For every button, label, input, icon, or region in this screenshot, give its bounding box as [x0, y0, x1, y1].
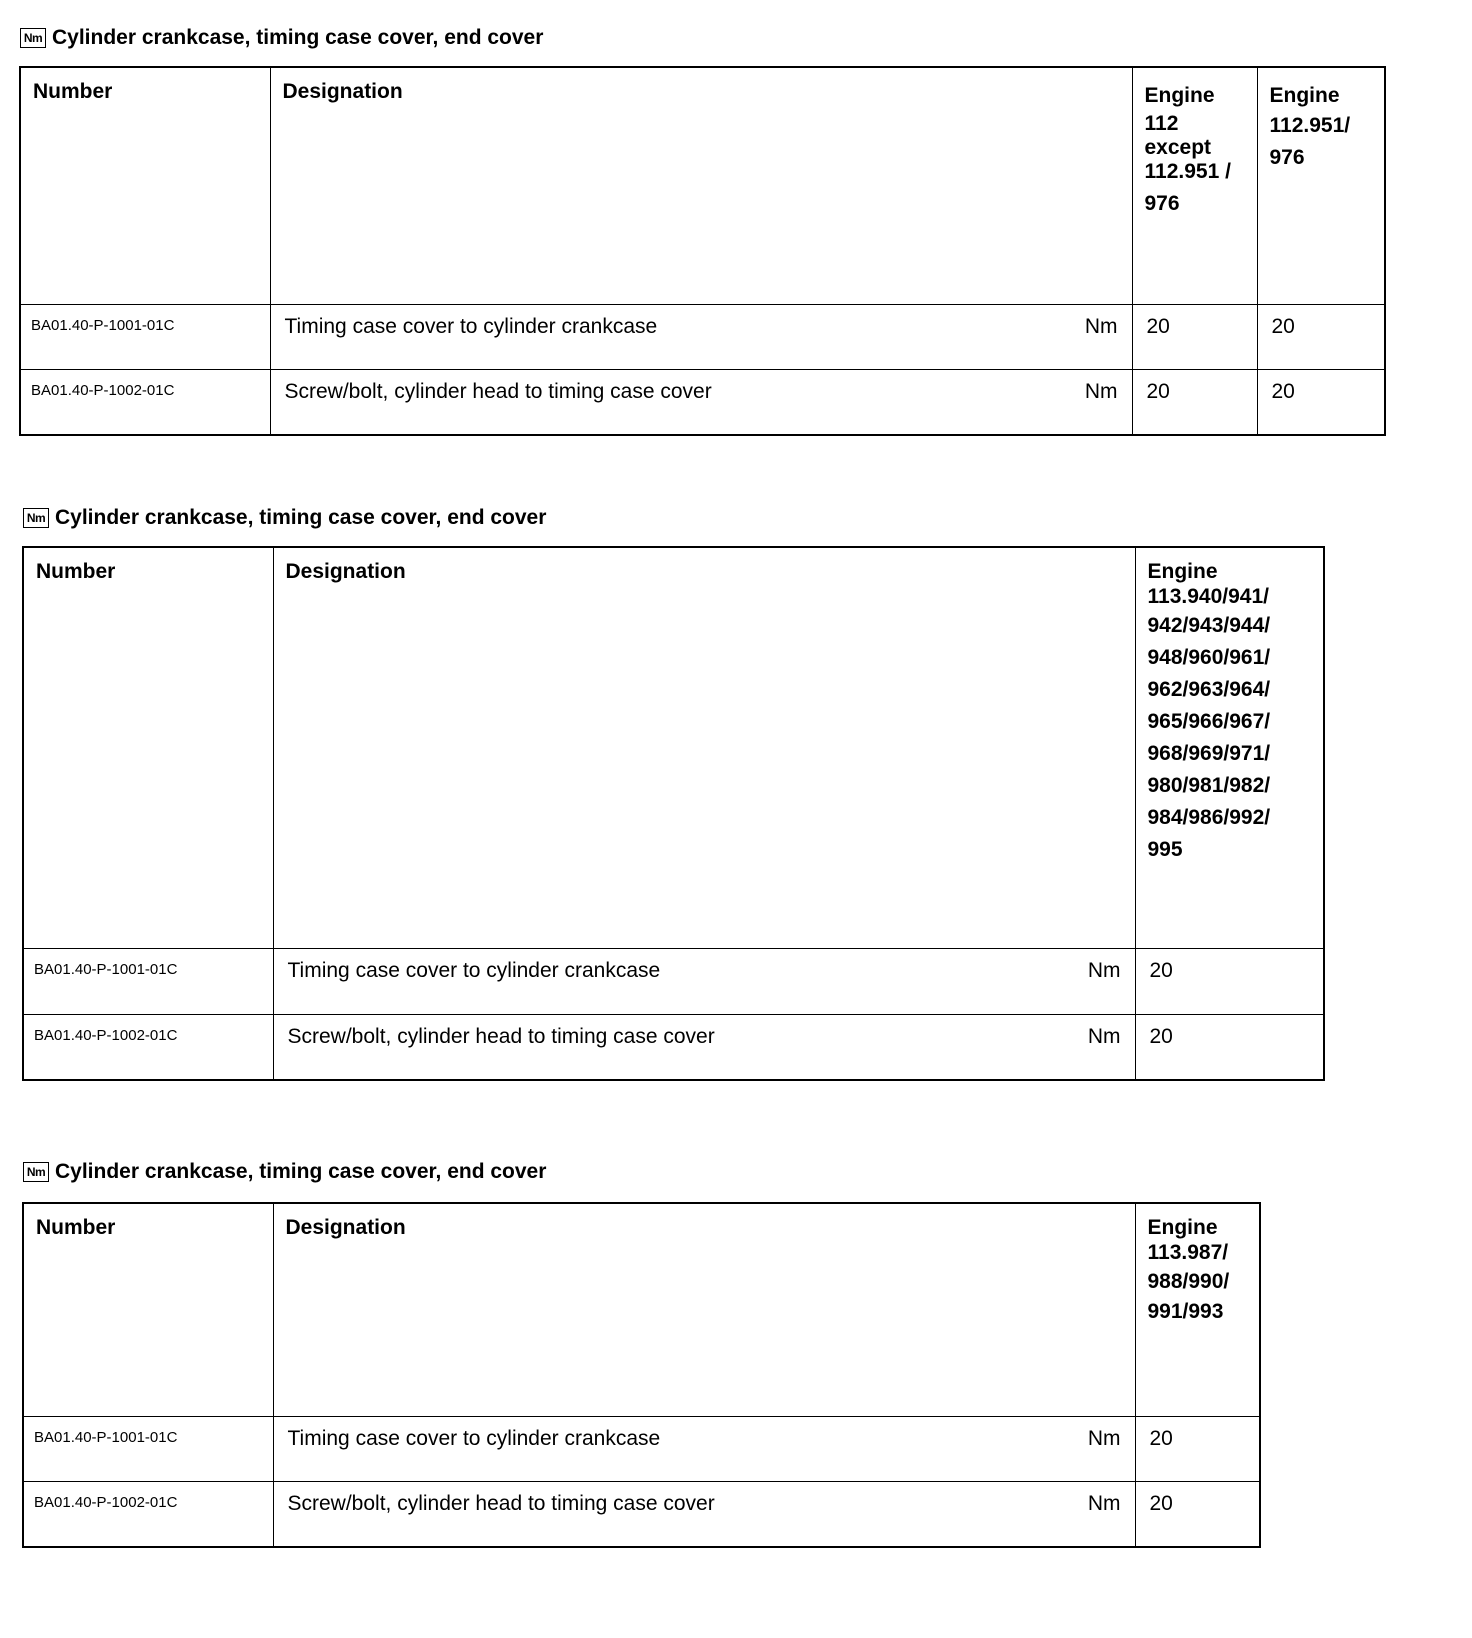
header-number: Number	[23, 1203, 273, 1416]
row-designation	[273, 1481, 1135, 1547]
engine-a-line: except	[1144, 136, 1212, 159]
torque-nm-icon: Nm	[20, 28, 46, 48]
engine-line: 942/943/944/	[1147, 614, 1271, 637]
engine-line: 968/969/971/	[1147, 742, 1271, 765]
engine-title: Engine	[1147, 1216, 1218, 1239]
header-engine-a	[1132, 67, 1257, 304]
section-2-title	[23, 506, 546, 530]
engine-a-line: 976	[1144, 192, 1180, 215]
section-3-title	[23, 1160, 546, 1184]
engine-a-title: Engine	[1144, 84, 1215, 107]
row-value-engine-b: 20	[1257, 369, 1385, 435]
engine-b-line: 976	[1269, 146, 1305, 169]
header-engine	[1135, 1203, 1260, 1416]
torque-table-2	[22, 546, 1325, 1081]
engine-title: Engine	[1147, 560, 1218, 583]
torque-nm-icon: Nm	[23, 508, 49, 528]
unit-label: Nm	[1087, 1491, 1121, 1515]
torque-table-3	[22, 1202, 1261, 1548]
unit-label: Nm	[1087, 1024, 1121, 1048]
table-row	[20, 369, 1385, 435]
header-number: Number	[23, 547, 273, 948]
row-value-engine: 20	[1135, 1416, 1260, 1481]
row-number: BA01.40-P-1001-01C	[23, 948, 273, 1014]
engine-line: 965/966/967/	[1147, 710, 1271, 733]
engine-a-line: 112	[1144, 112, 1179, 135]
engine-b-title: Engine	[1269, 84, 1340, 107]
header-engine-b	[1257, 67, 1385, 304]
row-number: BA01.40-P-1001-01C	[20, 304, 270, 369]
engine-a-line: 112.951 /	[1144, 160, 1231, 183]
header-designation: Designation	[270, 67, 1132, 304]
row-value-engine: 20	[1135, 1014, 1324, 1080]
engine-line: 988/990/	[1147, 1270, 1230, 1293]
engine-line: 962/963/964/	[1147, 678, 1271, 701]
designation-text: Timing case cover to cylinder crankcase	[287, 1426, 661, 1450]
section-3-title-text: Cylinder crankcase, timing case cover, end cover	[55, 1160, 547, 1183]
row-designation	[273, 948, 1135, 1014]
designation-text: Timing case cover to cylinder crankcase	[284, 314, 658, 338]
unit-label: Nm	[1084, 314, 1118, 338]
designation-text: Screw/bolt, cylinder head to timing case cover	[284, 379, 712, 403]
unit-label: Nm	[1087, 1426, 1121, 1450]
row-value-engine-b: 20	[1257, 304, 1385, 369]
torque-nm-icon: Nm	[23, 1162, 49, 1182]
table-row	[23, 948, 1324, 1014]
engine-line: 113.940/941/	[1147, 585, 1269, 608]
header-number: Number	[20, 67, 270, 304]
table-row	[20, 304, 1385, 369]
header-engine	[1135, 547, 1324, 948]
table-header-row	[23, 1203, 1260, 1416]
row-number: BA01.40-P-1001-01C	[23, 1416, 273, 1481]
engine-line: 984/986/992/	[1147, 806, 1271, 829]
row-designation	[270, 304, 1132, 369]
table-row	[23, 1481, 1260, 1547]
section-1-title-text: Cylinder crankcase, timing case cover, end cover	[52, 26, 544, 49]
table-row	[23, 1416, 1260, 1481]
header-designation: Designation	[273, 547, 1135, 948]
engine-line: 948/960/961/	[1147, 646, 1271, 669]
engine-line: 980/981/982/	[1147, 774, 1271, 797]
table-header-row	[20, 67, 1385, 304]
designation-text: Screw/bolt, cylinder head to timing case cover	[287, 1024, 715, 1048]
row-value-engine-a: 20	[1132, 304, 1257, 369]
row-value-engine: 20	[1135, 1481, 1260, 1547]
row-value-engine: 20	[1135, 948, 1324, 1014]
table-header-row	[23, 547, 1324, 948]
row-designation	[270, 369, 1132, 435]
designation-text: Screw/bolt, cylinder head to timing case cover	[287, 1491, 715, 1515]
header-designation: Designation	[273, 1203, 1135, 1416]
row-number: BA01.40-P-1002-01C	[20, 369, 270, 435]
row-number: BA01.40-P-1002-01C	[23, 1014, 273, 1080]
row-designation	[273, 1416, 1135, 1481]
engine-line: 995	[1147, 838, 1183, 861]
unit-label: Nm	[1084, 379, 1118, 403]
table-row	[23, 1014, 1324, 1080]
row-number: BA01.40-P-1002-01C	[23, 1481, 273, 1547]
unit-label: Nm	[1087, 958, 1121, 982]
engine-line: 113.987/	[1147, 1241, 1229, 1264]
section-1-title	[20, 26, 543, 50]
row-value-engine-a: 20	[1132, 369, 1257, 435]
designation-text: Timing case cover to cylinder crankcase	[287, 958, 661, 982]
engine-b-line: 112.951/	[1269, 114, 1351, 137]
torque-table-1	[19, 66, 1386, 436]
section-2-title-text: Cylinder crankcase, timing case cover, end cover	[55, 506, 547, 529]
row-designation	[273, 1014, 1135, 1080]
engine-line: 991/993	[1147, 1300, 1224, 1323]
